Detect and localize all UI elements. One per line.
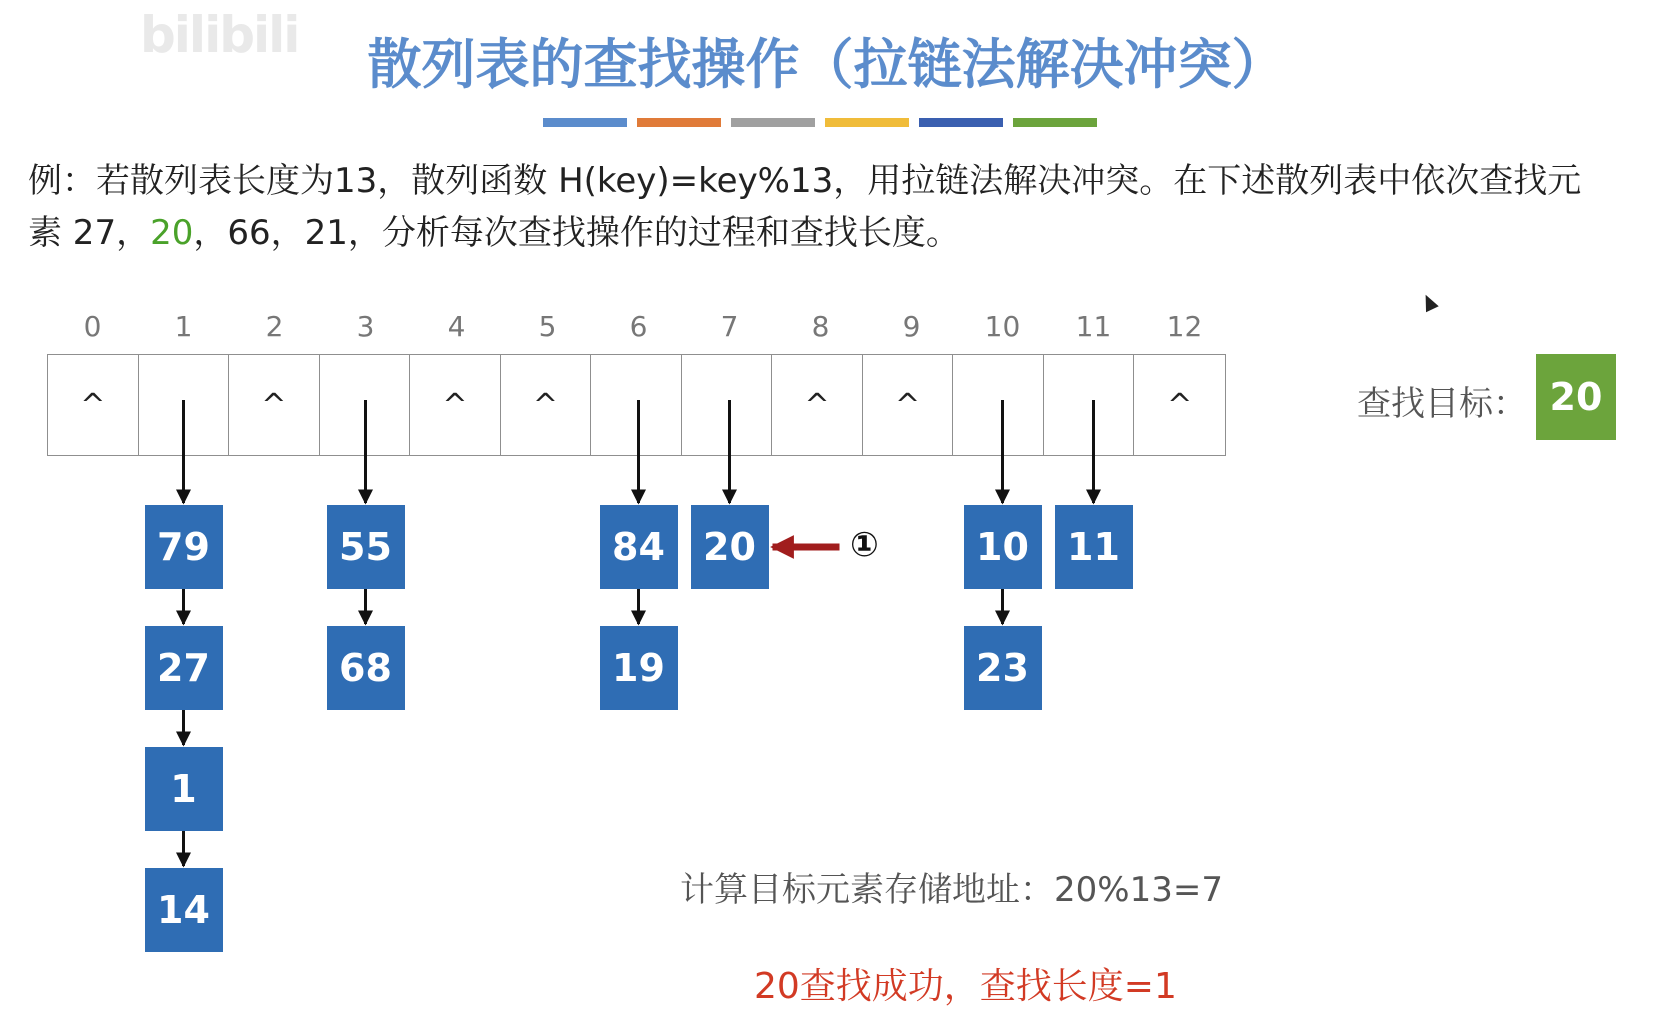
table-cell-9: ^ <box>863 355 954 455</box>
problem-statement <box>28 155 1628 259</box>
index-label-8: 8 <box>811 310 830 343</box>
table-cell-2: ^ <box>229 355 320 455</box>
chain-node-79: 79 <box>145 505 223 589</box>
problem-line-1: 例：若散列表长度为13，散列函数 H(key)=key%13，用拉链法解决冲突。在下述散列表中依次查找元 <box>28 161 1582 201</box>
table-cell-12: ^ <box>1167 387 1193 423</box>
index-label-9: 9 <box>902 310 921 343</box>
chain-node-27: 27 <box>145 626 223 710</box>
color-bar-4 <box>919 118 1003 127</box>
table-cell-4: ^ <box>410 355 501 455</box>
index-label-7: 7 <box>720 310 739 343</box>
table-cell-10 <box>953 355 1044 455</box>
index-label-12: 12 <box>1166 310 1203 343</box>
index-label-6: 6 <box>629 310 648 343</box>
bilibili-watermark: bilibili <box>140 6 299 64</box>
search-result: 20查找成功，查找长度=1 <box>754 966 1177 1007</box>
chain-node-20: 20 <box>691 505 769 589</box>
index-label-4: 4 <box>447 310 466 343</box>
target-label: 查找目标： <box>1357 384 1527 424</box>
table-cell-3 <box>320 355 411 455</box>
chain-node-11: 11 <box>1055 505 1133 589</box>
index-label-11: 11 <box>1075 310 1112 343</box>
table-cell-6 <box>591 355 682 455</box>
table-cell-0: ^ <box>48 355 139 455</box>
table-cell-5: ^ <box>501 355 592 455</box>
index-label-0: 0 <box>83 310 102 343</box>
chain-node-84: 84 <box>600 505 678 589</box>
color-bar-3 <box>825 118 909 127</box>
index-label-2: 2 <box>265 310 284 343</box>
problem-line-2-suffix: ，66，21，分析每次查找操作的过程和查找长度。 <box>193 213 960 253</box>
index-label-10: 10 <box>984 310 1021 343</box>
index-label-5: 5 <box>538 310 557 343</box>
address-calculation: 计算目标元素存储地址：20%13=7 <box>680 870 1223 910</box>
table-cell-7 <box>682 355 773 455</box>
target-value: 20 <box>1536 354 1616 440</box>
problem-line-2 <box>28 207 1628 259</box>
chain-node-10: 10 <box>964 505 1042 589</box>
table-cell-1 <box>139 355 230 455</box>
color-bar-1 <box>637 118 721 127</box>
highlighted-key: 20 <box>150 213 194 253</box>
table-cell-11 <box>1044 355 1135 455</box>
problem-line-2-prefix: 素 27， <box>28 213 151 253</box>
page-title: 散列表的查找操作（拉链法解决冲突） <box>367 33 1286 96</box>
chain-node-55: 55 <box>327 505 405 589</box>
chain-node-14: 14 <box>145 868 223 952</box>
step-marker: ① <box>850 525 879 565</box>
index-label-1: 1 <box>174 310 193 343</box>
chain-node-68: 68 <box>327 626 405 710</box>
index-label-3: 3 <box>356 310 375 343</box>
color-bar-0 <box>543 118 627 127</box>
color-bar-2 <box>731 118 815 127</box>
table-cell-8: ^ <box>772 355 863 455</box>
chain-node-19: 19 <box>600 626 678 710</box>
hash-table <box>47 354 1226 456</box>
chain-node-23: 23 <box>964 626 1042 710</box>
color-bar-5 <box>1013 118 1097 127</box>
chain-node-1: 1 <box>145 747 223 831</box>
mouse-cursor-icon <box>1419 292 1438 312</box>
